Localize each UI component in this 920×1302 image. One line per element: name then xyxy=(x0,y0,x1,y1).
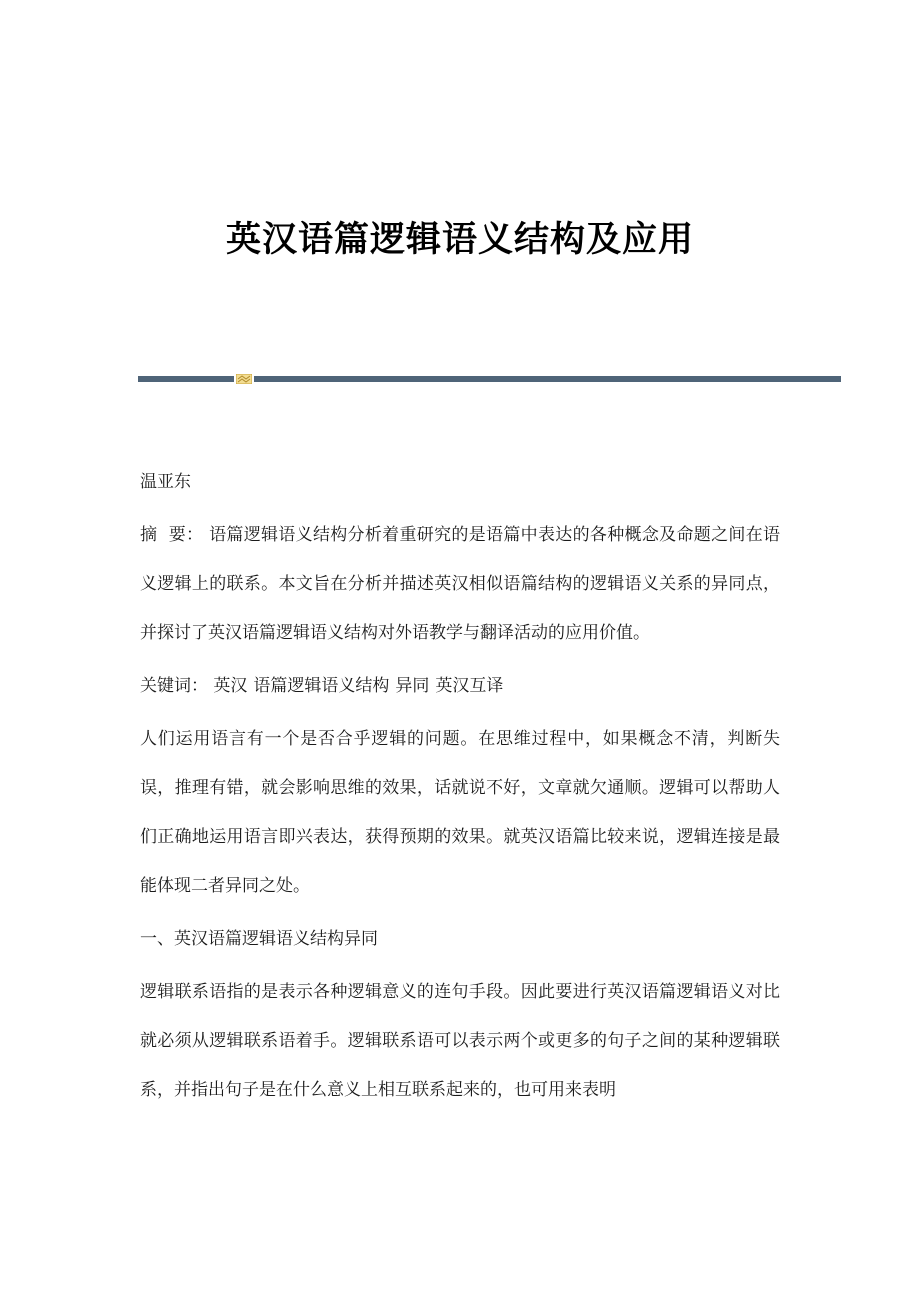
keyword-item: 英汉互译 xyxy=(435,676,504,696)
section-paragraph: 逻辑联系语指的是表示各种逻辑意义的连句手段。因此要进行英汉语篇逻辑语义对比就必须从逻辑联系语着手。逻辑联系语可以表示两个或更多的句子之间的某种逻辑联系，并指出句子是在什么意义上相互联系起来的，也可用来表明 xyxy=(140,982,780,1100)
keywords xyxy=(140,672,780,701)
author-name: 温亚东 xyxy=(140,472,191,492)
abstract-label: 摘 要： xyxy=(140,525,204,545)
keywords-label: 关键词： xyxy=(140,676,208,696)
keyword-item: 语篇逻辑语义结构 xyxy=(253,676,390,696)
abstract xyxy=(140,511,780,658)
paper-title: 英汉语篇逻辑语义结构及应用 xyxy=(225,220,694,260)
section-heading: 一、英汉语篇逻辑语义结构异同 xyxy=(140,929,378,949)
intro-paragraph: 人们运用语言有一个是否合乎逻辑的问题。在思维过程中，如果概念不清，判断失误，推理有错，就会影响思维的效果，话就说不好，文章就欠通顺。逻辑可以帮助人们正确地运用语言即兴表达，获得预期的效果。就英汉语篇比较来说，逻辑连接是最能体现二者异同之处。 xyxy=(140,729,780,896)
divider-ornament-icon xyxy=(236,374,252,384)
paper-body xyxy=(140,468,780,1129)
keyword-item: 异同 xyxy=(395,676,430,696)
divider-bar-left xyxy=(138,376,234,382)
keyword-item: 英汉 xyxy=(213,676,248,696)
title-divider xyxy=(138,373,841,385)
divider-bar-right xyxy=(254,376,841,382)
abstract-text: 语篇逻辑语义结构分析着重研究的是语篇中表达的各种概念及命题之间在语义逻辑上的联系。本文旨在分析并描述英汉相似语篇结构的逻辑语义关系的异同点，并探讨了英汉语篇逻辑语义结构对外语教学与翻译活动的应用价值。 xyxy=(140,525,780,643)
